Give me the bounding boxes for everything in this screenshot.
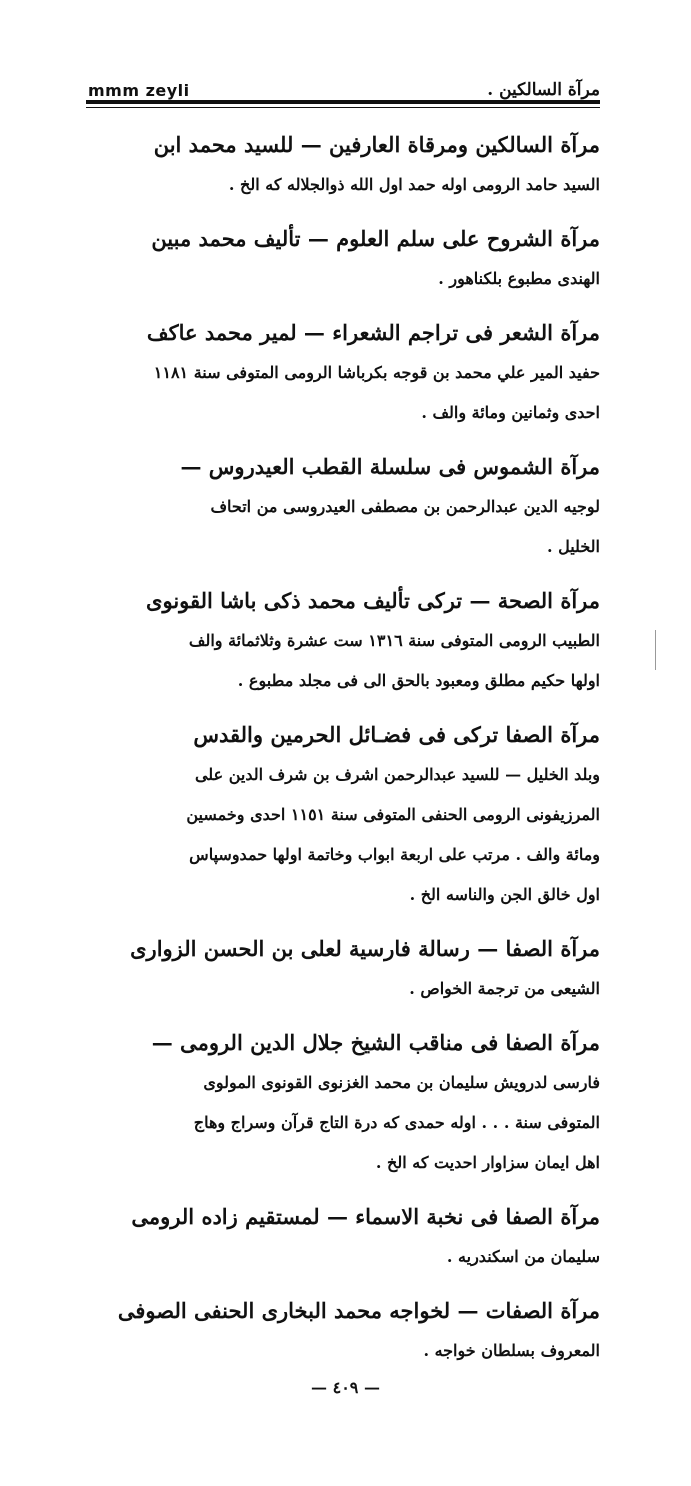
entry-line: ومائة والف . مرتب على اربعة ابواب وخاتمة اولها حمدوسپاس — [189, 845, 600, 864]
page-number: — ٤٠٩ — — [311, 1378, 380, 1397]
entry-line: الخليل . — [546, 537, 600, 556]
entry-line: مرآة الصفات — لخواجه محمد البخارى الحنفى الصوفى — [117, 1298, 600, 1323]
header-rule-thin — [86, 107, 600, 108]
entry-mirat-al-salikin — [80, 125, 600, 205]
entry-line: احدى وثمانين ومائة والف . — [421, 403, 600, 422]
entry-line: حفيد المير علي محمد بن قوجه بكرباشا الرومى المتوفى سنة ١١٨١ — [153, 363, 600, 382]
entry-mirat-al-sihha — [80, 581, 600, 701]
header-rule — [86, 100, 600, 104]
entry-line: مرآة الصفا فى نخبة الاسماء — لمستقيم زاده الرومى — [131, 1204, 600, 1229]
entry-line: مرآة السالكين ومرقاة العارفين — للسيد محمد ابن — [153, 132, 600, 157]
running-head-right: مرآة السالكين . — [487, 80, 600, 100]
entry-line: مرآة الصفا فى مناقب الشيخ جلال الدين الرومى — — [151, 1030, 600, 1055]
entry-line: مرآة الشروح على سلم العلوم — تأليف محمد مبين — [151, 226, 600, 251]
entry-line: الطبيب الرومى المتوفى سنة ١٣١٦ ست عشرة وثلاثمائة والف — [188, 631, 600, 650]
entry-line: السيد حامد الرومى اوله حمد اول الله ذوالجلاله كه الخ . — [228, 175, 600, 194]
entry-line: المتوفى سنة . . . اوله حمدى كه درة التاج قرآن وسراج وهاج — [193, 1113, 600, 1132]
entry-line: وبلد الخليل — للسيد عبدالرحمن اشرف بن شرف الدين على — [194, 765, 600, 784]
entry-line: مرآة الصفا تركى فى فضـائل الحرمين والقدس — [193, 722, 600, 747]
entry-line: فارسى لدرويش سليمان بن محمد الغزنوى القونوى المولوى — [203, 1073, 600, 1092]
entry-line: المعروف بسلطان خواجه . — [423, 1341, 600, 1360]
entry-line: مرآة الشعر فى تراجم الشعراء — لمير محمد عاكف — [146, 320, 600, 345]
entry-mirat-al-sifat — [80, 1291, 600, 1371]
entry-line: المرزيفونى الرومى الحنفى المتوفى سنة ١١٥١ احدى وخمسين — [186, 805, 600, 824]
entry-line: الهندى مطبوع بلكناهور . — [438, 269, 600, 288]
margin-mark — [655, 630, 656, 670]
entry-line: اولها حكيم مطلق ومعبود بالحق الى فى مجلد مطبوع . — [237, 671, 600, 690]
entry-line: الشيعى من ترجمة الخواص . — [409, 979, 600, 998]
entry-mirat-al-safa-risala — [80, 929, 600, 1009]
entry-mirat-al-safa-nukhba — [80, 1197, 600, 1277]
entry-line: مرآة الشموس فى سلسلة القطب العيدروس — — [180, 454, 600, 479]
entry-mirat-al-shuruh — [80, 219, 600, 299]
entry-mirat-al-shumus — [80, 447, 600, 567]
entry-line: لوجيه الدين عبدالرحمن بن مصطفى العيدروسى من اتحاف — [210, 497, 600, 516]
entry-mirat-al-safa-manaqib — [80, 1023, 600, 1183]
entry-mirat-al-safa-haramayn — [80, 715, 600, 915]
entry-line: مرآة الصحة — تركى تأليف محمد ذكى باشا القونوى — [146, 588, 600, 613]
entry-mirat-al-shir — [80, 313, 600, 433]
running-head — [88, 70, 600, 100]
entries-list — [80, 125, 600, 1385]
entry-line: اهل ايمان سزاوار احديت كه الخ . — [375, 1153, 600, 1172]
running-head-left: mmm zeyli — [88, 81, 190, 100]
entry-line: مرآة الصفا — رسالة فارسية لعلى بن الحسن الزوارى — [130, 936, 600, 961]
entry-line: سليمان من اسكندريه . — [446, 1247, 600, 1266]
entry-line: اول خالق الجن والناسه الخ . — [409, 885, 600, 904]
